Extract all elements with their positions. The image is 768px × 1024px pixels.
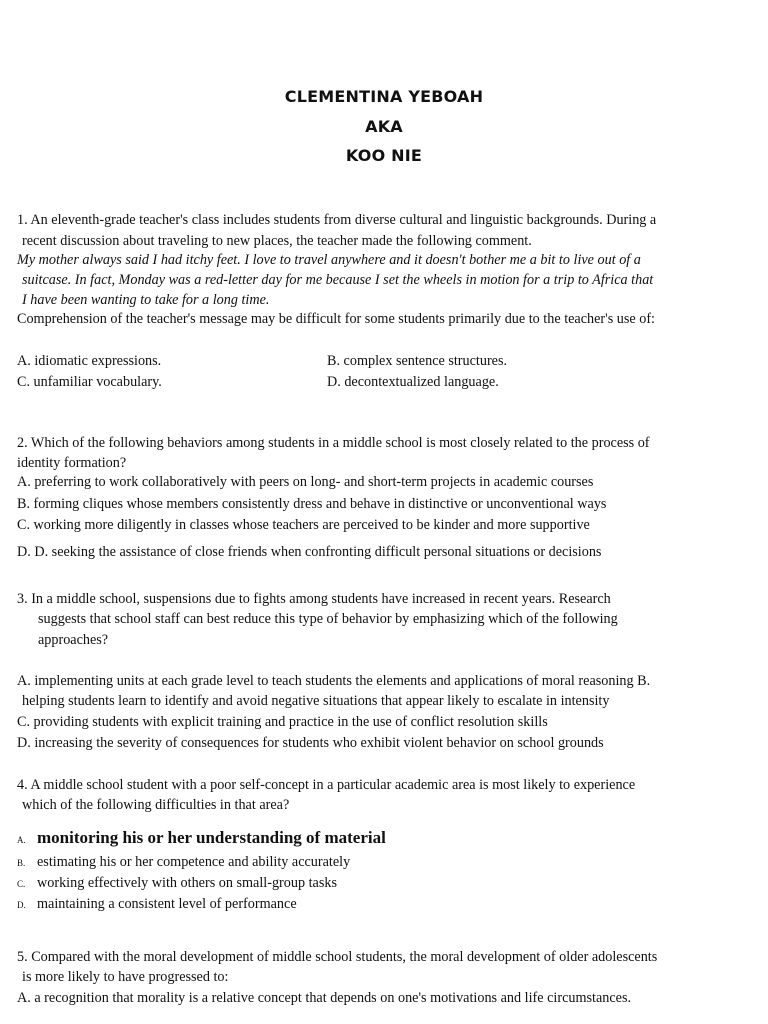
q1-option-b: B. complex sentence structures.: [327, 353, 508, 369]
q4-option-d-text: maintaining a consistent level of performance: [37, 896, 297, 912]
q1-prompt: Comprehension of the teacher's message may be difficult for some students primarily due to the teacher's use of:: [17, 311, 655, 327]
q4-option-a: [17, 829, 386, 849]
q4-option-b: [17, 853, 350, 872]
q1-quote-line3: I have been wanting to take for a long time.: [22, 292, 270, 308]
q3-option-a: A. implementing units at each grade level to teach students the elements and applications of moral reasoning B.: [17, 673, 651, 689]
q3-stem-line2: suggests that school staff can best reduce this type of behavior by emphasizing which of the following: [38, 611, 618, 627]
q1-stem-line1: 1. An eleventh-grade teacher's class includes students from diverse cultural and linguistic backgrounds. During a: [17, 212, 657, 228]
q3-stem-line1: 3. In a middle school, suspensions due to fights among students have increased in recent years. Research: [17, 591, 611, 607]
q4-option-d-label: D.: [17, 900, 26, 910]
q2-option-c: C. working more diligently in classes whose teachers are perceived to be kinder and more supportive: [17, 517, 590, 533]
q3-option-b: helping students learn to identify and avoid negative situations that appear likely to escalate in intensity: [22, 693, 610, 709]
q4-option-a-text: monitoring his or her understanding of material: [37, 828, 386, 847]
q1-quote-line2: suitcase. In fact, Monday was a red-letter day for me because I set the wheels in motion for a trip to Africa that: [22, 272, 654, 288]
q4-option-b-text: estimating his or her competence and ability accurately: [37, 854, 351, 870]
q3-stem-line3: approaches?: [38, 632, 109, 648]
q4-option-c: [17, 874, 337, 893]
q3-option-d: D. increasing the severity of consequences for students who exhibit violent behavior on school grounds: [17, 735, 604, 751]
q2-option-b: B. forming cliques whose members consistently dress and behave in distinctive or unconventional ways: [17, 496, 607, 512]
q2-option-d: D. D. seeking the assistance of close friends when confronting difficult personal situations or decisions: [17, 544, 602, 560]
author-alias: KOO NIE: [345, 146, 423, 165]
q1-option-c: C. unfamiliar vocabulary.: [17, 374, 162, 390]
q5-option-a: A. a recognition that morality is a relative concept that depends on one's motivations and life circumstances.: [17, 990, 632, 1006]
q4-option-c-text: working effectively with others on small-group tasks: [37, 875, 337, 891]
q2-stem-line1: 2. Which of the following behaviors among students in a middle school is most closely related to the process of: [17, 435, 650, 451]
q1-stem-line2: recent discussion about traveling to new places, the teacher made the following comment.: [22, 233, 532, 249]
q4-option-a-label: A.: [17, 835, 26, 845]
q2-stem-line2: identity formation?: [17, 455, 127, 471]
q4-option-c-label: C.: [17, 879, 26, 889]
q5-stem-line1: 5. Compared with the moral development of middle school students, the moral development of older adolescents: [17, 949, 658, 965]
q1-option-d: D. decontextualized language.: [327, 374, 499, 390]
author-aka: AKA: [365, 117, 403, 136]
q2-option-a: A. preferring to work collaboratively with peers on long- and short-term projects in academic courses: [17, 474, 594, 490]
q1-quote-line1: My mother always said I had itchy feet. I love to travel anywhere and it doesn't bother me a bit to live out of a: [17, 252, 641, 268]
q3-option-c: C. providing students with explicit training and practice in the use of conflict resolution skills: [17, 714, 548, 730]
q1-option-a: A. idiomatic expressions.: [17, 353, 162, 369]
author-name: CLEMENTINA YEBOAH: [284, 87, 484, 106]
q4-option-b-label: B.: [17, 858, 26, 868]
q4-stem-line1: 4. A middle school student with a poor self-concept in a particular academic area is most likely to experience: [17, 777, 636, 793]
q4-stem-line2: which of the following difficulties in that area?: [22, 797, 290, 813]
q5-stem-line2: is more likely to have progressed to:: [22, 969, 229, 985]
q4-option-d: [17, 895, 297, 914]
